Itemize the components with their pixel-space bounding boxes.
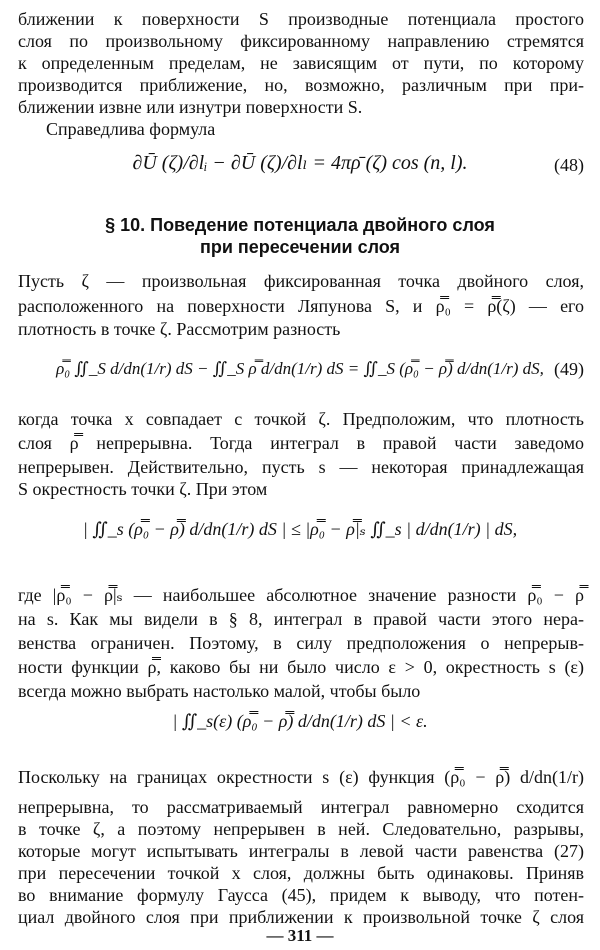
text-line: производится приближение, но, возможно, различным при при- [18,75,584,95]
text-line: к определенным пределам, не зависящим от пути, по которому [18,53,584,73]
text-line: циал двойного слоя при приближении к произвольной точке ζ слоя [18,907,584,927]
text-line: слоя по произвольному фиксированному направлению стремятся [18,31,584,51]
text-line: венства ограничен. Поэтому, в силу предположения о непрерыв- [18,633,584,653]
text-line: расположенного на поверхности Ляпунова S, и ρ̿₀ = ρ̿(ζ) — его [18,296,584,316]
text-line: плотность в точке ζ. Рассмотрим разность [18,319,341,339]
section-heading-line1: § 10. Поведение потенциала двойного слоя [105,215,495,235]
text-line: всегда можно выбрать настолько малой, чтобы было [18,681,421,701]
text-line: непрерывна, то рассматриваемый интеграл равномерно сходится [18,797,584,817]
text-line: при пересечении точкой x слоя, должны быть одинаковы. Приняв [18,863,584,883]
text-line: Справедлива формула [46,119,216,139]
text-line: ближении извне или изнутри поверхности S. [18,97,363,117]
text-line: ближении к поверхности S производные потенциала простого [18,9,584,29]
text-line: когда точка x совпадает с точкой ζ. Предположим, что плотность [18,409,584,429]
text-line: где |ρ̿₀ − ρ̿|ₛ — наибольшее абсолютное значение разности ρ̿₀ − ρ̿ [18,585,584,605]
text-line: на s. Как мы видели в § 8, интеграл в правой части этого нера- [18,609,584,629]
text-line: Пусть ζ — произвольная фиксированная точка двойного слоя, [18,271,584,291]
text-line: в точке ζ, а поэтому непрерывен в ней. Следовательно, разрывы, [18,819,584,839]
equation-number-49: (49) [554,359,584,379]
text-line: слоя ρ̿ непрерывна. Тогда интеграл в правой части заведомо [18,433,584,453]
formula-inequality: | ∬_s (ρ̿₀ − ρ̿) d/dn(1/r) dS | ≤ |ρ̿₀ − ρ̿|ₛ ∬_s | d/dn(1/r) | dS, [82,519,518,539]
page-number: — 311 — [266,926,334,945]
formula-epsilon: | ∬_s(ε) (ρ̿₀ − ρ̿) d/dn(1/r) dS | < ε. [172,711,428,731]
text-line: ности функции ρ̿, каково бы ни было число ε > 0, окрестность s (ε) [18,657,584,677]
text-line: которые могут испытывать интегралы в левой части равенства (27) [18,841,584,861]
formula-48: ∂Ū (ζ)/∂lᵢ − ∂Ū (ζ)/∂lₗ = 4πρ̄ (ζ) cos (n, l). [132,152,468,174]
equation-number-48: (48) [554,155,584,175]
text-line: непрерывен. Действительно, пусть s — некоторая принадлежащая [18,457,584,477]
text-line: Поскольку на границах окрестности s (ε) функция (ρ̿₀ − ρ̿) d/dn(1/r) [18,767,584,787]
section-heading-line2: при пересечении слоя [199,237,401,257]
text-line: S окрестность точки ζ. При этом [18,479,268,499]
text-line: во внимание формулу Гаусса (45), придем к выводу, что потен- [18,885,584,905]
formula-49: ρ̿₀ ∬_S d/dn(1/r) dS − ∬_S ρ̿ d/dn(1/r) dS = ∬_S (ρ̿₀ − ρ̿) d/dn(1/r) dS, [56,359,544,378]
